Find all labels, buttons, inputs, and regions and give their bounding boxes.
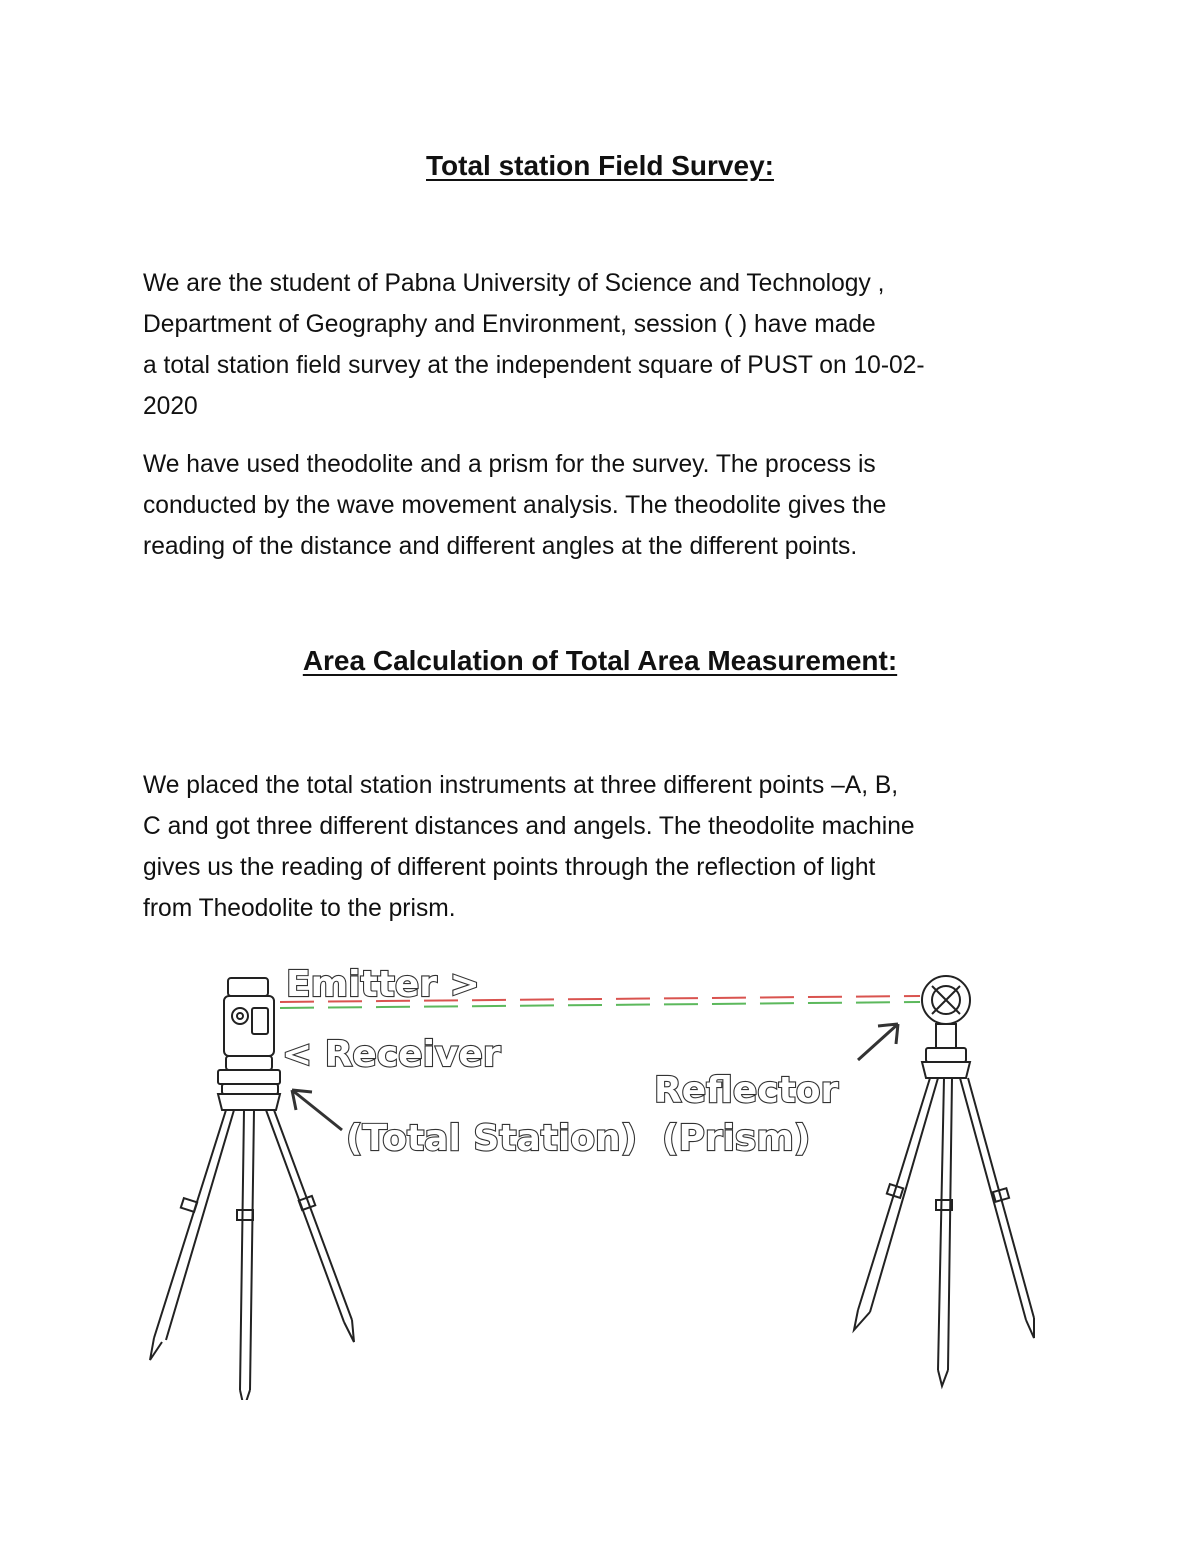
prism-label: (Prism) <box>662 1118 811 1159</box>
reflector-label: Reflector <box>654 1070 839 1111</box>
method-line: We have used theodolite and a prism for the survey. The process is <box>143 451 876 478</box>
receiver-label: < Receiver <box>282 1034 501 1075</box>
area-line: from Theodolite to the prism. <box>143 895 456 922</box>
emitter-label: Emitter > <box>286 964 480 1005</box>
method-line: reading of the distance and different angles at the different points. <box>143 533 858 560</box>
intro-paragraph <box>143 263 1058 427</box>
area-line: C and got three different distances and angels. The theodolite machine <box>143 813 915 840</box>
area-line: gives us the reading of different points through the reflection of light <box>143 854 876 881</box>
survey-diagram <box>130 950 1070 1400</box>
method-line: conducted by the wave movement analysis. The theodolite gives the <box>143 492 887 519</box>
page-title: Total station Field Survey: <box>426 150 774 181</box>
method-paragraph <box>143 444 1058 567</box>
area-line: We placed the total station instruments at three different points –A, B, <box>143 772 899 799</box>
station-label: (Total Station) <box>346 1118 638 1159</box>
intro-line: Department of Geography and Environment, session ( ) have made <box>143 311 876 338</box>
station-arrow-icon <box>292 1090 342 1130</box>
intro-line: We are the student of Pabna University of Science and Technology , <box>143 270 885 297</box>
reflector-arrow-icon <box>858 1024 898 1060</box>
area-paragraph <box>143 765 1058 929</box>
intro-line: 2020 <box>143 393 198 420</box>
intro-line: a total station field survey at the independent square of PUST on 10-02- <box>143 352 925 379</box>
section-heading: Area Calculation of Total Area Measurement: <box>302 645 898 676</box>
